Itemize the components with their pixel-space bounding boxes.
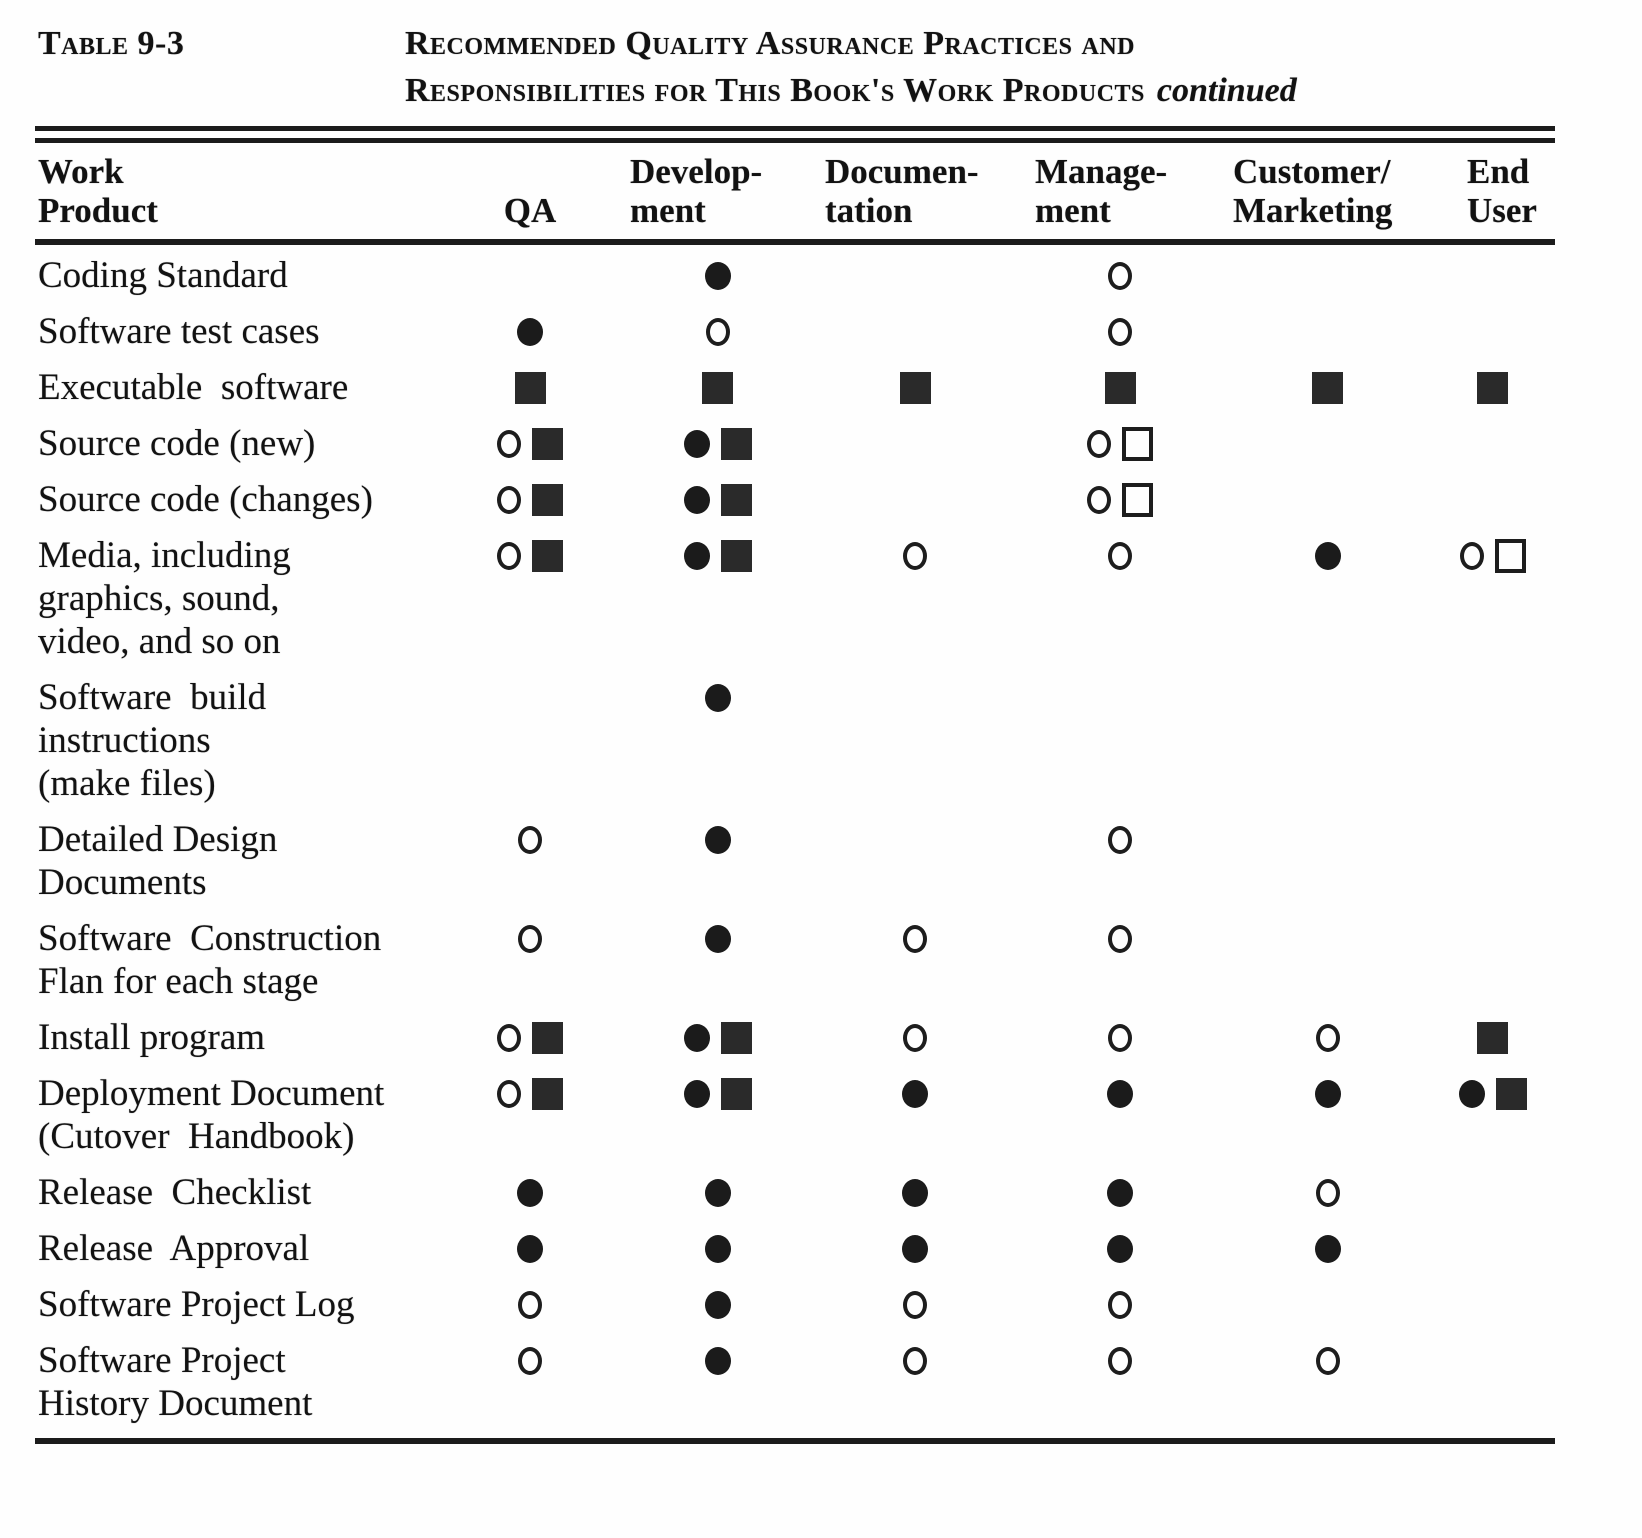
table-title (405, 20, 1297, 114)
responsibility-cell-customer-marketing (1225, 422, 1430, 465)
filled-circle-icon (1107, 1080, 1133, 1108)
open-circle-icon (1087, 486, 1111, 514)
open-circle-icon (1108, 318, 1132, 346)
responsibility-cell-documentation (815, 917, 1015, 960)
work-product-label: Software Construction Flan for each stage (38, 918, 382, 1002)
table-title-continued: continued (1156, 72, 1297, 109)
open-circle-icon (518, 1347, 542, 1375)
open-circle-icon (1108, 1347, 1132, 1375)
filled-square-icon (532, 484, 563, 516)
responsibility-cell-end-user (1430, 1227, 1555, 1270)
table-row (35, 422, 1555, 465)
responsibility-cell-qa (440, 1227, 620, 1270)
work-product-label: Source code (changes) (38, 479, 373, 520)
responsibility-cell-management (1015, 254, 1225, 297)
responsibility-cell-documentation (815, 818, 1015, 861)
filled-circle-icon (1107, 1179, 1133, 1207)
filled-square-icon (532, 1022, 563, 1054)
responsibility-cell-customer-marketing (1225, 534, 1430, 577)
filled-square-icon (532, 428, 563, 460)
filled-circle-icon (684, 430, 710, 458)
responsibility-cell-documentation (815, 310, 1015, 353)
responsibility-cell-customer-marketing (1225, 1283, 1430, 1326)
table-title-line2: Responsibilities for This Book's Work Products (405, 72, 1145, 109)
responsibility-cell-development (620, 254, 815, 297)
responsibility-cell-qa (440, 1283, 620, 1326)
responsibility-cell-management (1015, 917, 1225, 960)
responsibility-cell-qa (440, 676, 620, 719)
responsibility-cell-development (620, 1339, 815, 1382)
responsibility-cell-end-user (1430, 478, 1555, 521)
open-circle-icon (518, 925, 542, 953)
responsibility-cell-customer-marketing (1225, 1339, 1430, 1382)
responsibility-cell-management (1015, 676, 1225, 719)
responsibility-cell-development (620, 1016, 815, 1059)
filled-circle-icon (902, 1179, 928, 1207)
responsibility-cell-qa (440, 534, 620, 577)
responsibility-cell-management (1015, 1171, 1225, 1214)
responsibility-cell-documentation (815, 422, 1015, 465)
filled-circle-icon (1107, 1235, 1133, 1263)
open-circle-icon (497, 1024, 521, 1052)
table-row (35, 254, 1555, 297)
filled-square-icon (721, 1078, 752, 1110)
responsibility-cell-qa (440, 917, 620, 960)
filled-square-icon (1477, 372, 1508, 404)
responsibility-cell-customer-marketing (1225, 310, 1430, 353)
work-product-label: Deployment Document (Cutover Handbook) (38, 1073, 385, 1157)
responsibility-cell-end-user (1430, 310, 1555, 353)
responsibility-cell-qa (440, 366, 620, 409)
responsibility-cell-documentation (815, 478, 1015, 521)
table-top-rule (35, 126, 1555, 143)
responsibility-cell-development (620, 366, 815, 409)
responsibility-cell-end-user (1430, 1016, 1555, 1059)
responsibility-cell-qa (440, 1339, 620, 1382)
filled-circle-icon (705, 684, 731, 712)
table-row (35, 366, 1555, 409)
responsibility-cell-documentation (815, 534, 1015, 577)
responsibility-cell-development (620, 310, 815, 353)
work-product-label: Media, including graphics, sound, video, and so on (38, 535, 291, 662)
open-circle-icon (903, 1347, 927, 1375)
table-row (35, 676, 1555, 805)
open-circle-icon (903, 925, 927, 953)
responsibility-cell-management (1015, 1339, 1225, 1382)
open-circle-icon (1108, 542, 1132, 570)
column-header-development: Develop- ment (630, 152, 763, 230)
responsibility-cell-management (1015, 1072, 1225, 1115)
open-circle-icon (1108, 826, 1132, 854)
open-circle-icon (706, 318, 730, 346)
responsibility-cell-development (620, 1171, 815, 1214)
responsibility-cell-end-user (1430, 534, 1555, 577)
table-header-row (35, 143, 1555, 239)
responsibility-cell-end-user (1430, 1339, 1555, 1382)
responsibility-cell-end-user (1430, 917, 1555, 960)
responsibility-cell-customer-marketing (1225, 1072, 1430, 1115)
table-region (35, 20, 1555, 1444)
responsibility-cell-customer-marketing (1225, 478, 1430, 521)
responsibility-cell-customer-marketing (1225, 818, 1430, 861)
table-row (35, 1072, 1555, 1158)
open-circle-icon (1108, 262, 1132, 290)
open-circle-icon (497, 430, 521, 458)
filled-circle-icon (1459, 1080, 1485, 1108)
open-circle-icon (903, 1291, 927, 1319)
responsibility-cell-qa (440, 1171, 620, 1214)
responsibility-cell-management (1015, 1227, 1225, 1270)
responsibility-cell-end-user (1430, 1072, 1555, 1115)
table-number-label: Table 9-3 (38, 25, 185, 62)
filled-square-icon (1477, 1022, 1508, 1054)
filled-square-icon (900, 372, 931, 404)
filled-square-icon (515, 372, 546, 404)
open-square-icon (1122, 427, 1153, 461)
responsibility-cell-qa (440, 1072, 620, 1115)
filled-circle-icon (705, 1235, 731, 1263)
filled-circle-icon (1315, 542, 1341, 570)
open-circle-icon (1108, 925, 1132, 953)
open-circle-icon (903, 1024, 927, 1052)
responsibility-cell-development (620, 1283, 815, 1326)
responsibility-cell-development (620, 818, 815, 861)
responsibility-cell-end-user (1430, 676, 1555, 719)
responsibility-cell-end-user (1430, 366, 1555, 409)
table-bottom-rule (35, 1438, 1555, 1444)
work-product-label: Software build instructions (make files) (38, 677, 267, 804)
table-row (35, 534, 1555, 663)
responsibility-cell-development (620, 534, 815, 577)
responsibility-cell-documentation (815, 676, 1015, 719)
open-circle-icon (903, 542, 927, 570)
responsibility-cell-management (1015, 478, 1225, 521)
responsibility-cell-development (620, 676, 815, 719)
responsibility-cell-development (620, 1072, 815, 1115)
work-product-label: Software test cases (38, 311, 320, 352)
work-product-label: Detailed Design Documents (38, 819, 278, 903)
responsibility-cell-end-user (1430, 1171, 1555, 1214)
responsibility-cell-qa (440, 818, 620, 861)
table-row (35, 818, 1555, 904)
column-header-end-user: End User (1467, 152, 1537, 230)
open-circle-icon (497, 486, 521, 514)
filled-square-icon (1105, 372, 1136, 404)
column-header-qa: QA (503, 191, 557, 230)
work-product-label: Executable software (38, 367, 349, 408)
filled-circle-icon (1315, 1080, 1341, 1108)
responsibility-cell-management (1015, 310, 1225, 353)
responsibility-cell-development (620, 478, 815, 521)
responsibility-cell-customer-marketing (1225, 1171, 1430, 1214)
responsibility-cell-qa (440, 478, 620, 521)
table-row (35, 1227, 1555, 1270)
column-header-documentation: Documen- tation (825, 152, 979, 230)
table-row (35, 1283, 1555, 1326)
responsibility-cell-management (1015, 1283, 1225, 1326)
filled-square-icon (532, 540, 563, 572)
responsibility-cell-management (1015, 818, 1225, 861)
open-square-icon (1122, 483, 1153, 517)
filled-circle-icon (1315, 1235, 1341, 1263)
responsibility-cell-qa (440, 254, 620, 297)
filled-circle-icon (517, 1235, 543, 1263)
open-circle-icon (1108, 1291, 1132, 1319)
responsibility-cell-documentation (815, 1171, 1015, 1214)
responsibility-cell-customer-marketing (1225, 676, 1430, 719)
work-product-label: Software Project Log (38, 1284, 355, 1325)
responsibility-cell-management (1015, 422, 1225, 465)
responsibility-cell-customer-marketing (1225, 366, 1430, 409)
responsibility-cell-documentation (815, 366, 1015, 409)
open-circle-icon (497, 1080, 521, 1108)
table-row (35, 478, 1555, 521)
open-circle-icon (1460, 542, 1484, 570)
filled-square-icon (702, 372, 733, 404)
responsibility-cell-end-user (1430, 254, 1555, 297)
filled-square-icon (532, 1078, 563, 1110)
filled-square-icon (721, 428, 752, 460)
work-product-label: Source code (new) (38, 423, 316, 464)
open-circle-icon (518, 826, 542, 854)
responsibility-cell-customer-marketing (1225, 254, 1430, 297)
filled-circle-icon (705, 1291, 731, 1319)
column-header-management: Manage- ment (1035, 152, 1168, 230)
open-circle-icon (1316, 1347, 1340, 1375)
filled-circle-icon (705, 826, 731, 854)
responsibility-cell-end-user (1430, 1283, 1555, 1326)
work-product-label: Release Checklist (38, 1172, 312, 1213)
responsibility-cell-qa (440, 422, 620, 465)
work-product-label: Software Project History Document (38, 1340, 313, 1424)
responsibility-cell-documentation (815, 1339, 1015, 1382)
filled-circle-icon (902, 1080, 928, 1108)
responsibility-cell-documentation (815, 1227, 1015, 1270)
work-product-label: Install program (38, 1017, 266, 1058)
open-circle-icon (1316, 1179, 1340, 1207)
table-row (35, 1339, 1555, 1425)
responsibility-cell-development (620, 422, 815, 465)
table-row (35, 1171, 1555, 1214)
filled-circle-icon (902, 1235, 928, 1263)
work-product-label: Coding Standard (38, 255, 288, 296)
open-circle-icon (1108, 1024, 1132, 1052)
table-row (35, 917, 1555, 1003)
filled-circle-icon (684, 542, 710, 570)
responsibility-cell-qa (440, 1016, 620, 1059)
responsibility-cell-customer-marketing (1225, 917, 1430, 960)
table-title-line2-wrap (405, 67, 1297, 114)
filled-circle-icon (705, 1347, 731, 1375)
filled-circle-icon (517, 318, 543, 346)
table-title-line1: Recommended Quality Assurance Practices and (405, 25, 1136, 62)
responsibility-cell-qa (440, 310, 620, 353)
responsibility-cell-management (1015, 534, 1225, 577)
responsibility-cell-customer-marketing (1225, 1016, 1430, 1059)
open-circle-icon (1316, 1024, 1340, 1052)
filled-square-icon (721, 540, 752, 572)
responsibility-cell-documentation (815, 1016, 1015, 1059)
filled-circle-icon (684, 1080, 710, 1108)
open-square-icon (1495, 539, 1526, 573)
responsibility-cell-management (1015, 1016, 1225, 1059)
responsibility-cell-management (1015, 366, 1225, 409)
responsibility-cell-documentation (815, 1072, 1015, 1115)
responsibility-cell-end-user (1430, 422, 1555, 465)
responsibility-cell-documentation (815, 1283, 1015, 1326)
table-body (35, 245, 1555, 1425)
filled-square-icon (721, 484, 752, 516)
table-row (35, 310, 1555, 353)
filled-square-icon (1496, 1078, 1527, 1110)
work-product-label: Release Approval (38, 1228, 310, 1269)
responsibility-cell-development (620, 1227, 815, 1270)
column-header-work-product: Work Product (38, 152, 158, 230)
open-circle-icon (518, 1291, 542, 1319)
filled-circle-icon (684, 486, 710, 514)
table-row (35, 1016, 1555, 1059)
filled-square-icon (1312, 372, 1343, 404)
responsibility-cell-end-user (1430, 818, 1555, 861)
responsibility-cell-documentation (815, 254, 1015, 297)
filled-circle-icon (705, 262, 731, 290)
filled-circle-icon (684, 1024, 710, 1052)
filled-circle-icon (517, 1179, 543, 1207)
responsibility-cell-customer-marketing (1225, 1227, 1430, 1270)
open-circle-icon (1087, 430, 1111, 458)
responsibility-cell-development (620, 917, 815, 960)
filled-circle-icon (705, 925, 731, 953)
filled-square-icon (721, 1022, 752, 1054)
table-caption (35, 20, 1555, 114)
filled-circle-icon (705, 1179, 731, 1207)
open-circle-icon (497, 542, 521, 570)
column-header-customer-marketing: Customer/ Marketing (1233, 152, 1393, 230)
